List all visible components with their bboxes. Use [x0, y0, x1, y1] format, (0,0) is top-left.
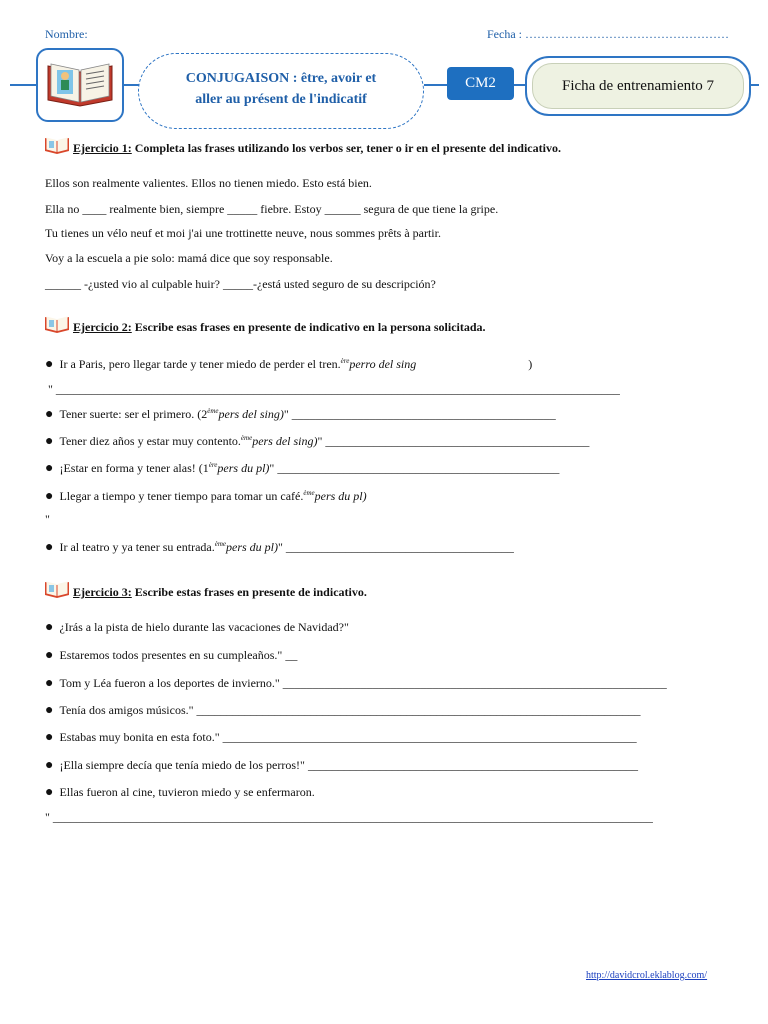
book-logo — [36, 48, 124, 122]
ex3-item-7: ● Ellas fueron al cine, tuvieron miedo y se enfermaron. — [45, 785, 315, 800]
ex3-answer-line-7[interactable]: " ____________________________________________________________________________________________________ — [45, 810, 653, 824]
ex2-item-2: ● Tener suerte: ser el primero. (2èmepers del sing)" ____________________________________________ — [45, 407, 556, 422]
open-book-icon — [44, 135, 70, 155]
ex3-item-3: ● Tom y Léa fueron a los deportes de invierno." ________________________________________________________________ — [45, 676, 667, 691]
ex2-item-4: ● ¡Estar en forma y tener alas! (1èrepers du pl)" _______________________________________________ — [45, 461, 560, 476]
ex2-answer-line-5[interactable]: " — [45, 512, 50, 526]
ex1-line-5: ______ -¿usted vio al culpable huir? _____-¿está usted seguro de su descripción? — [45, 277, 436, 291]
header-rule-mid2 — [424, 84, 448, 86]
name-label: Nombre: — [45, 27, 88, 41]
exercise-2-instruction: Escribe esas frases en presente de indicativo en la persona solicitada. — [131, 320, 486, 334]
open-book-icon — [44, 579, 70, 599]
date-label: Fecha : …………………………………………… — [487, 27, 729, 41]
exercise-3-title — [73, 585, 367, 600]
ex3-item-2: ● Estaremos todos presentes en su cumpleaños." __ — [45, 648, 298, 663]
ex3-item-6: ● ¡Ella siempre decía que tenía miedo de los perros!" _______________________________________________________ — [45, 758, 638, 773]
exercise-1-title — [73, 141, 561, 156]
ex1-line-2: Ella no ____ realmente bien, siempre _____ fiebre. Estoy ______ segura de que tiene la gripe. — [45, 202, 499, 216]
footer-link[interactable]: http://davidcrol.eklablog.com/ — [586, 970, 708, 981]
exercise-3-number: Ejercicio 3: — [73, 585, 132, 599]
ex3-item-5: ● Estabas muy bonita en esta foto." _____________________________________________________________________ — [45, 730, 637, 745]
title-line-1: CONJUGAISON : être, avoir et — [185, 71, 377, 86]
sheet-badge — [525, 56, 751, 116]
exercise-1-number: Ejercicio 1: — [73, 141, 132, 155]
ex2-item-3: ● Tener diez años y estar muy contento.$^{ème}$pers del sing)" ____________________________________________ — [45, 434, 590, 449]
header-rule-left — [10, 84, 38, 86]
open-book-icon — [38, 50, 122, 120]
level-badge: CM2 — [447, 67, 514, 100]
open-book-icon — [44, 314, 70, 334]
ex3-item-1: ● ¿Irás a la pista de hielo durante las vacaciones de Navidad?" — [45, 620, 349, 635]
exercise-1-instruction: Completa las frases utilizando los verbos ser, tener o ir en el presente del indicativo. — [131, 141, 561, 155]
exercise-2-number: Ejercicio 2: — [73, 320, 132, 334]
ex1-line-4: Voy a la escuela a pie solo: mamá dice que soy responsable. — [45, 251, 333, 265]
ex2-item-1: ● Ir a Paris, pero llegar tarde y tener miedo de perder el tren.$^{ère}$perro del sing ) — [45, 357, 533, 372]
ex2-item-5: ● Llegar a tiempo y tener tiempo para tomar un café.$^{ème}$pers du pl) — [45, 489, 367, 504]
ex3-item-4: ● Tenía dos amigos músicos." __________________________________________________________________________ — [45, 703, 641, 718]
exercise-3-instruction: Escribe estas frases en presente de indicativo. — [131, 585, 367, 599]
title-box — [138, 53, 424, 129]
title-line-2: aller au présent de l'indicatif — [195, 92, 367, 107]
ex1-line-3: Tu tienes un vélo neuf et moi j'ai une trottinette neuve, nous sommes prêts à partir. — [45, 226, 441, 240]
ex2-answer-line-1[interactable]: " ______________________________________________________________________________________________ — [48, 382, 620, 396]
sheet-title: Ficha de entrenamiento 7 — [532, 63, 744, 109]
exercise-2-title — [73, 320, 486, 335]
ex1-line-1: Ellos son realmente valientes. Ellos no tienen miedo. Esto está bien. — [45, 176, 372, 190]
ex2-item-6: ● Ir al teatro y ya tener su entrada.$^{ème}$pers du pl)" ______________________________________ — [45, 540, 514, 555]
